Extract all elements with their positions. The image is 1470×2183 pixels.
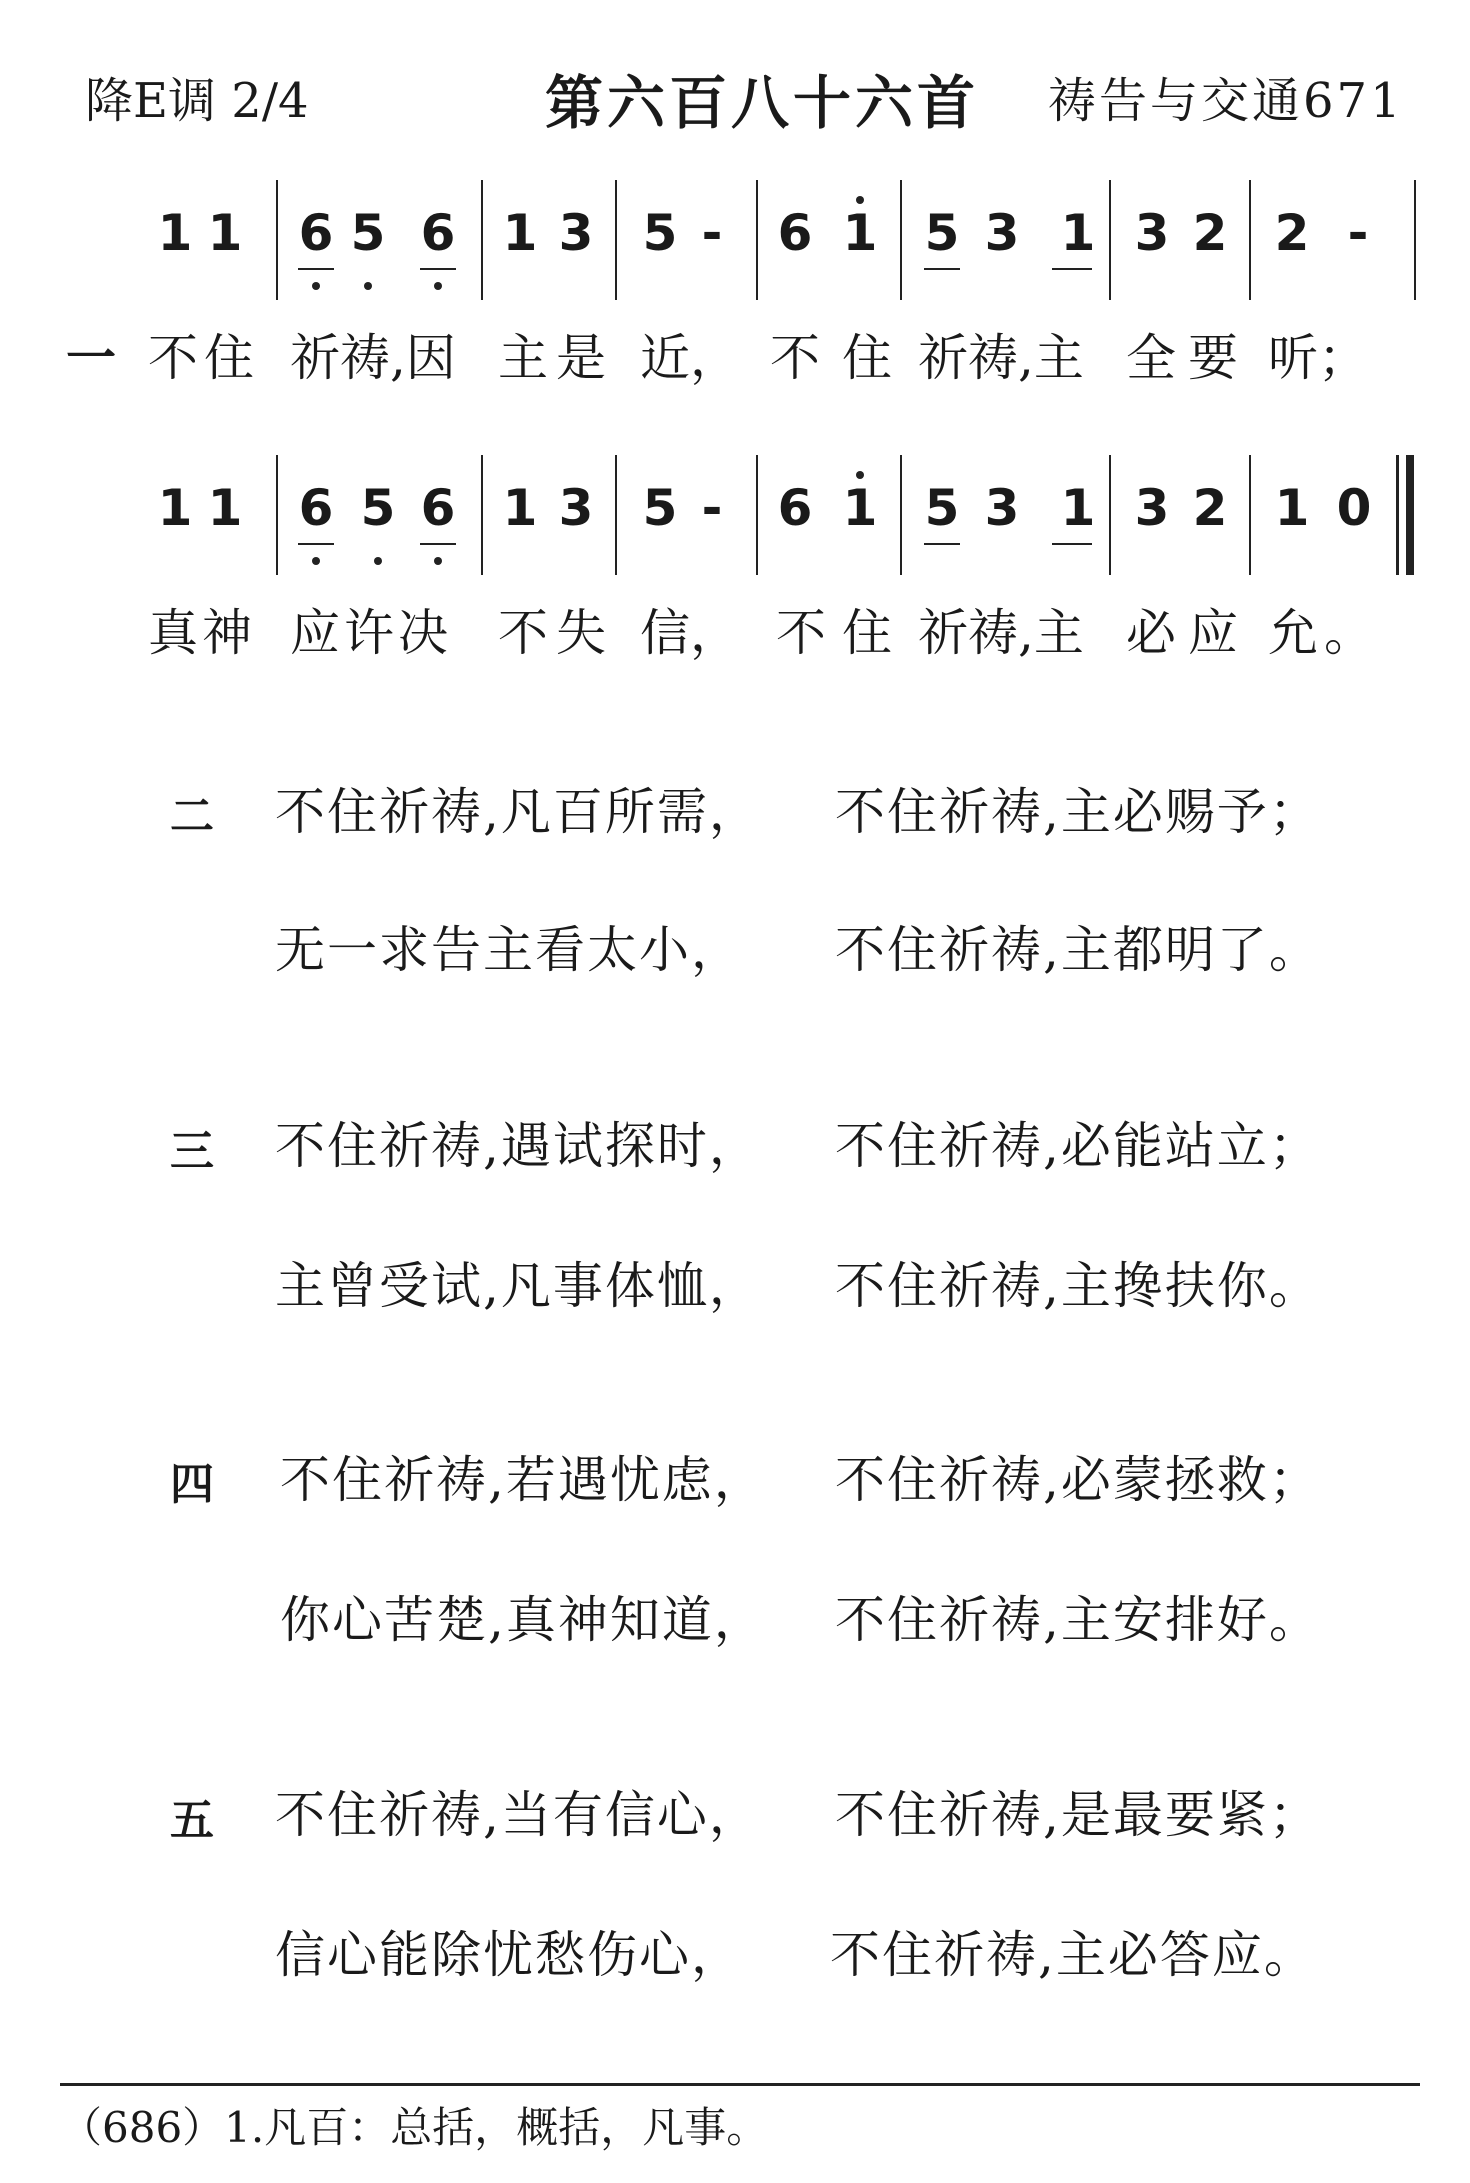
verse-line: 不住祈祷,是最要紧；: [835, 1786, 1321, 1844]
barline: [615, 180, 617, 300]
note: 3: [558, 479, 594, 537]
verse-line: 主曾受试,凡事体恤，: [275, 1257, 761, 1315]
note: 1: [1274, 479, 1310, 537]
lyric: 不住: [776, 604, 908, 662]
barline: [900, 455, 902, 575]
low-octave-dot: [434, 557, 442, 565]
barline: [481, 455, 483, 575]
note: 1: [157, 204, 193, 262]
lyric: 近，: [640, 329, 740, 387]
barline: [1109, 180, 1111, 300]
high-octave-dot: [856, 471, 864, 479]
note: 1: [502, 204, 538, 262]
note: 2: [1192, 479, 1228, 537]
note: 1: [1060, 204, 1096, 262]
hymn-title: 第六百八十六首: [545, 69, 980, 137]
lyric: 信，: [640, 604, 740, 662]
note: 1: [207, 204, 243, 262]
barline: [276, 180, 278, 300]
note: 3: [558, 204, 594, 262]
lyric: 祈祷,主: [918, 329, 1084, 387]
note: -: [701, 479, 723, 537]
note: 0: [1336, 479, 1372, 537]
note: 3: [1134, 479, 1170, 537]
lyric: 应许决: [290, 604, 452, 662]
verse-line: 不住祈祷,主必答应。: [830, 1926, 1316, 1984]
eighth-underline: [1052, 543, 1092, 545]
verse-line: 不住祈祷,凡百所需，: [275, 783, 761, 841]
notation-line-2: [0, 455, 1470, 575]
eighth-underline: [298, 543, 334, 545]
lyric: 全要: [1126, 329, 1250, 387]
barline: [481, 180, 483, 300]
verse-line: 不住祈祷,主搀扶你。: [835, 1257, 1321, 1315]
footnote-divider: [60, 2083, 1420, 2086]
note: 3: [984, 479, 1020, 537]
note: 5: [924, 204, 960, 262]
eighth-underline: [924, 268, 960, 270]
high-octave-dot: [856, 196, 864, 204]
note: 1: [502, 479, 538, 537]
verse-line: 不住祈祷,主必赐予；: [835, 783, 1321, 841]
lyric: 主是: [498, 329, 614, 387]
low-octave-dot: [364, 282, 372, 290]
barline: [1249, 455, 1251, 575]
note: 5: [350, 204, 386, 262]
verse-line: 不住祈祷,当有信心，: [275, 1786, 761, 1844]
final-barline-thick: [1406, 455, 1414, 575]
verse-line: 不住祈祷,必蒙拯救；: [835, 1451, 1321, 1509]
lyric: 听；: [1268, 329, 1368, 387]
lyric: 允。: [1268, 604, 1380, 662]
note: 5: [360, 479, 396, 537]
eighth-underline: [420, 543, 456, 545]
footnote: （686）1.凡百：总括，概括，凡事。: [60, 2103, 769, 2152]
low-octave-dot: [374, 557, 382, 565]
key-signature: 降E调 2/4: [85, 73, 309, 129]
eighth-underline: [420, 268, 456, 270]
note: 1: [842, 204, 878, 262]
note: 2: [1192, 204, 1228, 262]
verse-number: 三: [170, 1126, 214, 1177]
verse-line: 你心苦楚,真神知道，: [280, 1591, 766, 1649]
notation-line-1: [0, 180, 1470, 300]
final-barline-thin: [1396, 455, 1399, 575]
verse-line: 信心能除忧愁伤心，: [275, 1926, 743, 1984]
note: 3: [984, 204, 1020, 262]
lyric: 必应: [1126, 604, 1250, 662]
barline: [1414, 180, 1416, 300]
verse-number: 五: [170, 1795, 214, 1846]
lyric: 不住: [770, 329, 914, 387]
verse-line: 无一求告主看太小，: [275, 921, 743, 979]
note: 2: [1274, 204, 1310, 262]
low-octave-dot: [312, 557, 320, 565]
barline: [756, 180, 758, 300]
barline: [900, 180, 902, 300]
note: 1: [207, 479, 243, 537]
verse-line: 不住祈祷,若遇忧虑，: [280, 1451, 766, 1509]
note: 1: [157, 479, 193, 537]
barline: [276, 455, 278, 575]
verse-line: 不住祈祷,遇试探时，: [275, 1117, 761, 1175]
note: 6: [298, 479, 334, 537]
note: 3: [1134, 204, 1170, 262]
barline: [1109, 455, 1111, 575]
lyric: 不失: [498, 604, 614, 662]
verse-number: 一: [66, 328, 116, 387]
barline: [756, 455, 758, 575]
low-octave-dot: [434, 282, 442, 290]
verse-line: 不住祈祷,主都明了。: [835, 921, 1321, 979]
verse-line: 不住祈祷,主安排好。: [835, 1591, 1321, 1649]
barline: [615, 455, 617, 575]
note: 6: [777, 204, 813, 262]
low-octave-dot: [312, 282, 320, 290]
note: 6: [420, 479, 456, 537]
barline: [1249, 180, 1251, 300]
note: 1: [842, 479, 878, 537]
eighth-underline: [924, 543, 960, 545]
note: -: [1347, 204, 1369, 262]
verse-number: 四: [170, 1459, 214, 1510]
lyric: 祈祷,主: [918, 604, 1084, 662]
note: 6: [777, 479, 813, 537]
note: 5: [642, 204, 678, 262]
eighth-underline: [298, 268, 334, 270]
verse-line: 不住祈祷,必能站立；: [835, 1117, 1321, 1175]
note: 6: [298, 204, 334, 262]
note: 1: [1060, 479, 1096, 537]
eighth-underline: [1052, 268, 1092, 270]
lyric: 祈祷,因: [290, 329, 456, 387]
verse-number: 二: [170, 791, 214, 842]
note: -: [701, 204, 723, 262]
note: 5: [924, 479, 960, 537]
hymn-reference: 祷告与交通671: [1048, 73, 1404, 129]
note: 5: [642, 479, 678, 537]
lyric: 真神: [148, 604, 256, 662]
note: 6: [420, 204, 456, 262]
lyric: 不住: [148, 329, 260, 387]
